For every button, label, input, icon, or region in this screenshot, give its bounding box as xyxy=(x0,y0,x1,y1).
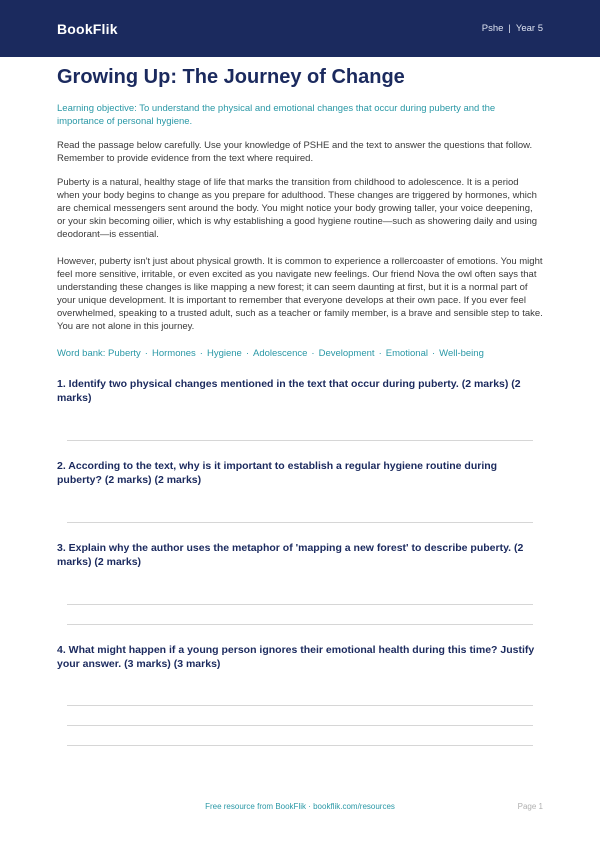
page-header xyxy=(0,0,600,57)
question-3: 3. Explain why the author uses the metaphor of 'mapping a new forest' to describe puberty. (2 marks) (2 marks) xyxy=(57,542,524,568)
answer-line[interactable] xyxy=(67,522,533,523)
word-separator: · xyxy=(144,348,148,359)
footer-credit[interactable]: Free resource from BookFlik · bookflik.com/resources xyxy=(205,802,395,811)
passage-paragraph-2: However, puberty isn't just about physical growth. It is common to experience a rollercoaster of emotions. You might feel more sensitive, irritable, or even excited as you navigate new feelings. Our friend Nova the owl often says that understanding these changes is like mapping a new forest; it can seem daunting at first, but it is a normal part of your unique development. It is important to remember that everyone develops at their own pace. If you ever feel overwhelmed, speaking to a trusted adult, such as a teacher or family member, is a brave and sensible step to take. You are not alone in this journey. xyxy=(57,256,543,332)
page-title: Growing Up: The Journey of Change xyxy=(57,66,405,88)
word-bank-word: Emotional xyxy=(385,348,428,359)
word-separator: · xyxy=(311,348,315,359)
word-separator: · xyxy=(378,348,382,359)
answer-line[interactable] xyxy=(67,705,533,706)
instructions: Read the passage below carefully. Use your knowledge of PSHE and the text to answer the questions that follow. Remember to provide evidence from the text where required. xyxy=(57,140,533,164)
brand-logo[interactable]: BookFlik xyxy=(57,20,118,37)
word-bank-label: Word bank: xyxy=(57,348,106,359)
answer-line[interactable] xyxy=(67,624,533,625)
word-separator: · xyxy=(245,348,249,359)
word-bank-word: Adolescence xyxy=(253,348,308,359)
answer-line[interactable] xyxy=(67,604,533,605)
word-bank-word: Puberty xyxy=(108,348,141,359)
header-meta xyxy=(482,23,543,34)
word-bank-word: Hormones xyxy=(151,348,196,359)
page-number: Page 1 xyxy=(517,802,543,811)
word-bank xyxy=(57,347,543,360)
worksheet-content xyxy=(57,57,543,360)
passage-paragraph-1: Puberty is a natural, healthy stage of life that marks the transition from childhood to adolescence. It is a period when your body begins to change as you prepare for adulthood. These changes are triggered by hormones, which are chemical messengers sent around the body. You might notice your body growing taller, your voice deepening, or your skin becoming oilier, which is why establishing a good hygiene routine—such as showering daily and using deodorant—is essential. xyxy=(57,177,538,240)
question-4: 4. What might happen if a young person ignores their emotional health during this time? Justify your answer. (3 marks) (3 marks) xyxy=(57,644,535,670)
subject-label: Pshe xyxy=(481,23,504,34)
word-bank-word: Development xyxy=(318,348,375,359)
answer-line[interactable] xyxy=(67,745,533,746)
word-separator: · xyxy=(199,348,203,359)
word-separator: · xyxy=(431,348,436,359)
question-2: 2. According to the text, why is it important to establish a regular hygiene routine during puberty? (2 marks) (2 marks) xyxy=(57,460,498,486)
year-label: Year 5 xyxy=(515,23,543,34)
question-1: 1. Identify two physical changes mentioned in the text that occur during puberty. (2 marks) (2 marks) xyxy=(57,378,521,404)
learning-objective: Learning objective: To understand the physical and emotional changes that occur during puberty and the importance of personal hygiene. xyxy=(57,103,496,127)
meta-separator: | xyxy=(508,23,511,34)
answer-line[interactable] xyxy=(67,440,533,441)
word-bank-word: Well-being xyxy=(439,348,484,359)
word-bank-word: Hygiene xyxy=(206,348,242,359)
answer-line[interactable] xyxy=(67,725,533,726)
